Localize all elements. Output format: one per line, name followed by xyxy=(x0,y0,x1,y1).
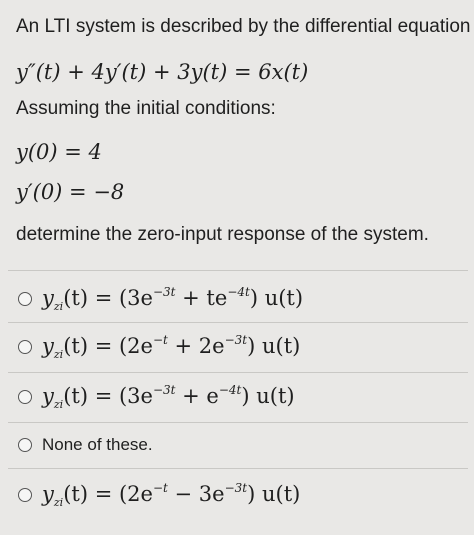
option-label: $y_{zi}(t) = (3e^{-3t} + te^{-4t})$ u(t) xyxy=(42,285,304,313)
option-label: $y_{zi}(t) = (2e^{-t} - 3e^{-3t})$ u(t) xyxy=(42,481,301,509)
answer-option-3[interactable] xyxy=(12,378,468,416)
initial-condition-1: y(0) = 4 xyxy=(16,140,102,164)
divider xyxy=(8,422,468,423)
option-label: $y_{zi}(t) = (3e^{-3t} + e^{-4t})$ u(t) xyxy=(42,383,295,411)
radio-button[interactable] xyxy=(18,340,32,354)
option-label: None of these. xyxy=(42,435,153,454)
differential-equation: y″(t) + 4y′(t) + 3y(t) = 6x(t) xyxy=(16,60,309,84)
initial-condition-2: y′(0) = −8 xyxy=(16,180,125,204)
divider xyxy=(8,372,468,373)
option-label: $y_{zi}(t) = (2e^{-t} + 2e^{-3t})$ u(t) xyxy=(42,333,301,361)
radio-button[interactable] xyxy=(18,488,32,502)
assumption-text: Assuming the initial conditions: xyxy=(16,98,276,119)
divider xyxy=(8,468,468,469)
answer-option-2[interactable] xyxy=(12,328,468,366)
radio-button[interactable] xyxy=(18,438,32,452)
divider xyxy=(8,270,468,271)
answer-option-5[interactable] xyxy=(12,476,468,514)
radio-button[interactable] xyxy=(18,390,32,404)
radio-button[interactable] xyxy=(18,292,32,306)
divider xyxy=(8,322,468,323)
answer-option-1[interactable] xyxy=(12,280,468,318)
question-title: An LTI system is described by the differential equation xyxy=(16,16,471,37)
answer-option-4[interactable] xyxy=(12,426,468,464)
instruction-text: determine the zero-input response of the system. xyxy=(16,224,429,245)
